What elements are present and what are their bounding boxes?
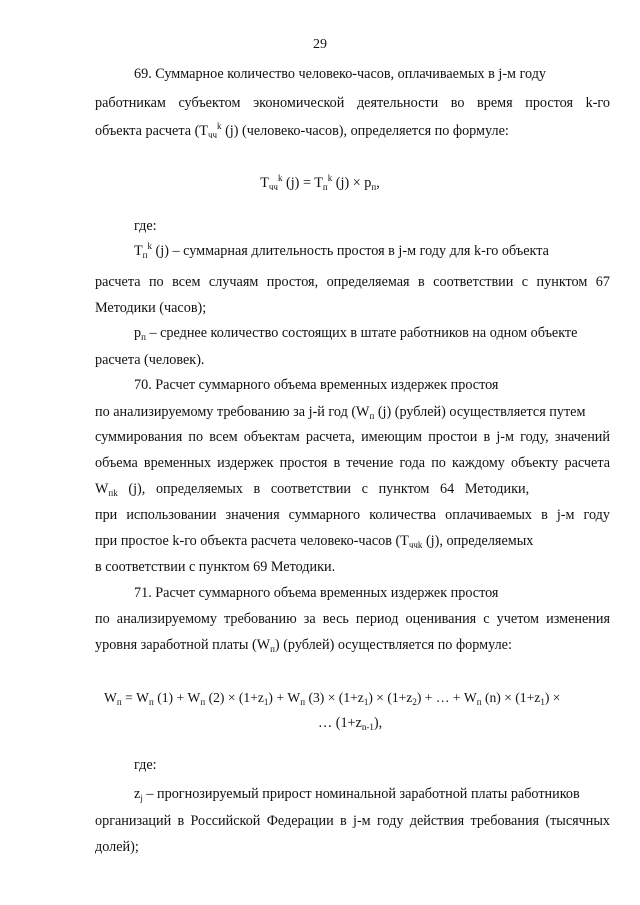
def-pp-line-1: $p_п$ – среднее количество состоящих в штате работников на одном объекте [134,325,578,342]
p70-line-3: суммирования по всем объектам расчета, имеющим простои в j-м году, значений [95,429,610,445]
def-z-line-3: долей); [95,839,139,855]
def-z-line-1: $z_j$ – прогнозируемый прирост номинальной заработной платы работников [134,786,580,803]
def-pp-line-2: расчета (человек). [95,352,205,368]
def-tp-line-3: Методики (часов); [95,300,207,316]
page-number: 29 [313,37,327,52]
p70-line-5: $W_{пk}$ (j), определяемых в соответствии с пунктом 64 Методики, [95,481,530,498]
p71-line-1: 71. Расчет суммарного объема временных издержек простоя [134,585,499,601]
where-label-1: где: [134,218,157,234]
p70-line-8: в соответствии с пунктом 69 Методики. [95,559,336,575]
formula-tchch: $T_{чч}^k$ $(j) = T_п^k$ $(j) \times p_п$, [260,173,380,192]
def-tp-line-1: $T_п^k$ (j) – суммарная длительность простоя в j-м году для k-го объекта [134,241,549,260]
p70-line-1: 70. Расчет суммарного объема временных издержек простоя [134,377,499,393]
formula-wn-line-1: $W_п = W_п$ $(1) + W_п$ $(2) \times (1+z_1) + W_п$ $(3) \times (1+z_1) \times (1+z_2)$ + … + $W_п$ $(n) \times (1+z_1)$ × [104,690,561,707]
formula-wn-line-2: … $(1+z_{n-1})$, [318,715,383,732]
p71-line-3: уровня заработной платы $(W_п)$ (рублей) осуществляется по формуле: [95,637,512,654]
p70-line-4: объема временных издержек простоя в течение года по каждому объекту расчета [95,455,610,471]
p70-line-7: при простое k-го объекта расчета человеко-часов ($T_{ччk}$ (j), определяемых [95,533,534,550]
def-tp-line-2: расчета по всем случаям простоя, определяемая в соответствии с пунктом 67 [95,274,610,290]
p70-line-2: по анализируемому требованию за j-й год ($W_п$ (j) (рублей) осуществляется путем [95,404,586,421]
p69-line-3: объекта расчета ($T_{чч}^k$ (j) (человеко-часов), определяется по формуле: [95,121,509,140]
p71-line-2: по анализируемому требованию за весь период оценивания с учетом изменения [95,611,610,627]
p70-line-6: при использовании значения суммарного количества оплачиваемых в j-м году [95,507,610,523]
p69-line-1: 69. Суммарное количество человеко-часов, оплачиваемых в j-м году [134,66,547,82]
where-label-2: где: [134,757,157,773]
p69-line-2: работникам субъектом экономической деятельности во время простоя k-го [95,95,610,111]
def-z-line-2: организаций в Российской Федерации в j-м году действия требования (тысячных [95,813,610,829]
